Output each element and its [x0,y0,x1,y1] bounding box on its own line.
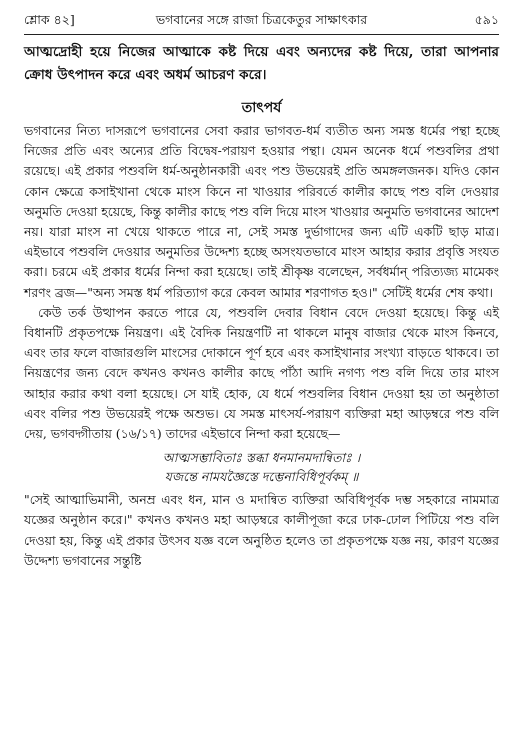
purport-paragraph-1: ভগবানের নিত্য দাসরূপে ভগবানের সেবা করার ভাগবত-ধর্ম ব্যতীত অন্য সমস্ত ধর্মের পন্থা হচ্ছে নিজের প্রতি এবং অন্যের প্রতি বিদ্বেষ-পরায়ণ হওয়ার পন্থা। যেমন অনেক ধর্মে পশুবলির প্রথা রয়েছে। এই প্রকার পশুবলি ধর্ম-অনুষ্ঠানকারী এবং পশু উভয়েরই প্রতি অমঙ্গলজনক। যদিও কোন কোন ক্ষেত্রে কসাইখানা থেকে মাংস কিনে না খাওয়ার পরিবর্তে কালীর কাছে পশু বলি দেওয়ার অনুমতি দেওয়া হয়েছে, কিন্তু কালীর কাছে পশু বলি দিয়ে মাংস খাওয়ার অনুমতি ভগবানের আদেশ নয়। যারা মাংস না খেয়ে থাকতে পারে না, সেই সমস্ত দুর্ভাগাদের জন্য এটি একটি ছাড় মাত্র। এইভাবে পশুবলি দেওয়ার অনুমতির উদ্দেশ্য হচ্ছে অসংযতভাবে মাংস আহার করার প্রবৃত্তি সংযত করা। চরমে এই প্রকার ধর্মের নিন্দা করা হয়েছে। তাই শ্রীকৃষ্ণ বলেছেন, সর্বধর্মান্ পরিত্যজ্য মামেকং শরণং ব্রজ—"অন্য সমস্ত ধর্ম পরিত্যাগ করে কেবল আমার শরণাগত হও।" সেটিই ধর্মের শেষ কথা। [24,123,499,300]
sanskrit-quote-line-1: আত্মসম্ভাবিতাঃ স্তব্ধা ধনমানমদান্বিতাঃ । [162,450,361,466]
header-divider [24,34,499,35]
purport-paragraph-2: কেউ তর্ক উত্থাপন করতে পারে যে, পশুবলি দেবার বিধান বেদে দেওয়া হয়েছে। কিন্তু এই বিধানটি প্রকৃতপক্ষে নিয়ন্ত্রণ। এই বৈদিক নিয়ন্ত্রণটি না থাকলে মানুষ বাজার থেকে মাংস কিনবে, এবং তার ফলে বাজারগুলি মাংসের দোকানে পূর্ণ হবে এবং কসাইখানার সংখ্যা বাড়তে থাকবে। তা নিয়ন্ত্রণের জন্য বেদে কখনও কখনও কালীর কাছে পাঁঠা আদি নগণ্য পশু বলি দিয়ে তার মাংস আহার করার কথা বলা হয়েছে। সে যাই হোক, যে ধর্মে পশুবলির বিধান দেওয়া হয় তা অনুষ্ঠাতা এবং বলির পশু উভয়েরই পক্ষে অশুভ। যে সমস্ত মাৎসর্য-পরায়ণ ব্যক্তিরা মহা আড়ম্বরে পশু বলি দেয়, ভগবদ্গীতায় (১৬/১৭) তাদের এইভাবে নিন্দা করা হয়েছে— [24,304,499,442]
header-chapter-title: ভগবানের সঙ্গে রাজা চিত্রকেতুর সাক্ষাৎকার [155,12,368,27]
sanskrit-quote-line-2: যজন্তে নামযজ্ঞৈস্তে দম্ভেনাবিধিপূর্বকম্ ॥ [164,469,359,485]
purport-heading: তাৎপর্য [241,100,282,116]
sanskrit-quote [24,448,499,486]
header-verse-ref: শ্লোক ৪২] [24,12,75,27]
verse-translation: আত্মদ্রোহী হয়ে নিজের আত্মাকে কষ্ট দিয়ে এবং অন্যদের কষ্ট দিয়ে, তারা আপনার ক্রোধ উৎপাদন করে এবং অধর্ম আচরণ করে। [24,44,499,83]
purport-paragraph-3: "সেই আত্মাভিমানী, অনম্র এবং ধন, মান ও মদান্বিত ব্যক্তিরা অবিধিপূর্বক দম্ভ সহকারে নামমাত্র যজ্ঞের অনুষ্ঠান করে।" কখনও কখনও মহা আড়ম্বরে কালীপূজা করে ঢাক-ঢোল পিটিয়ে পশু বলি দেওয়া হয়, কিন্তু এই প্রকার উৎসব যজ্ঞ বলে অনুষ্ঠিত হলেও তা প্রকৃতপক্ষে যজ্ঞ নয়, কারণ যজ্ঞের উদ্দেশ্য ভগবানের সন্তুষ্টি [24,492,499,568]
running-header [24,10,499,30]
header-page-number: ৫৯১ [474,12,499,27]
